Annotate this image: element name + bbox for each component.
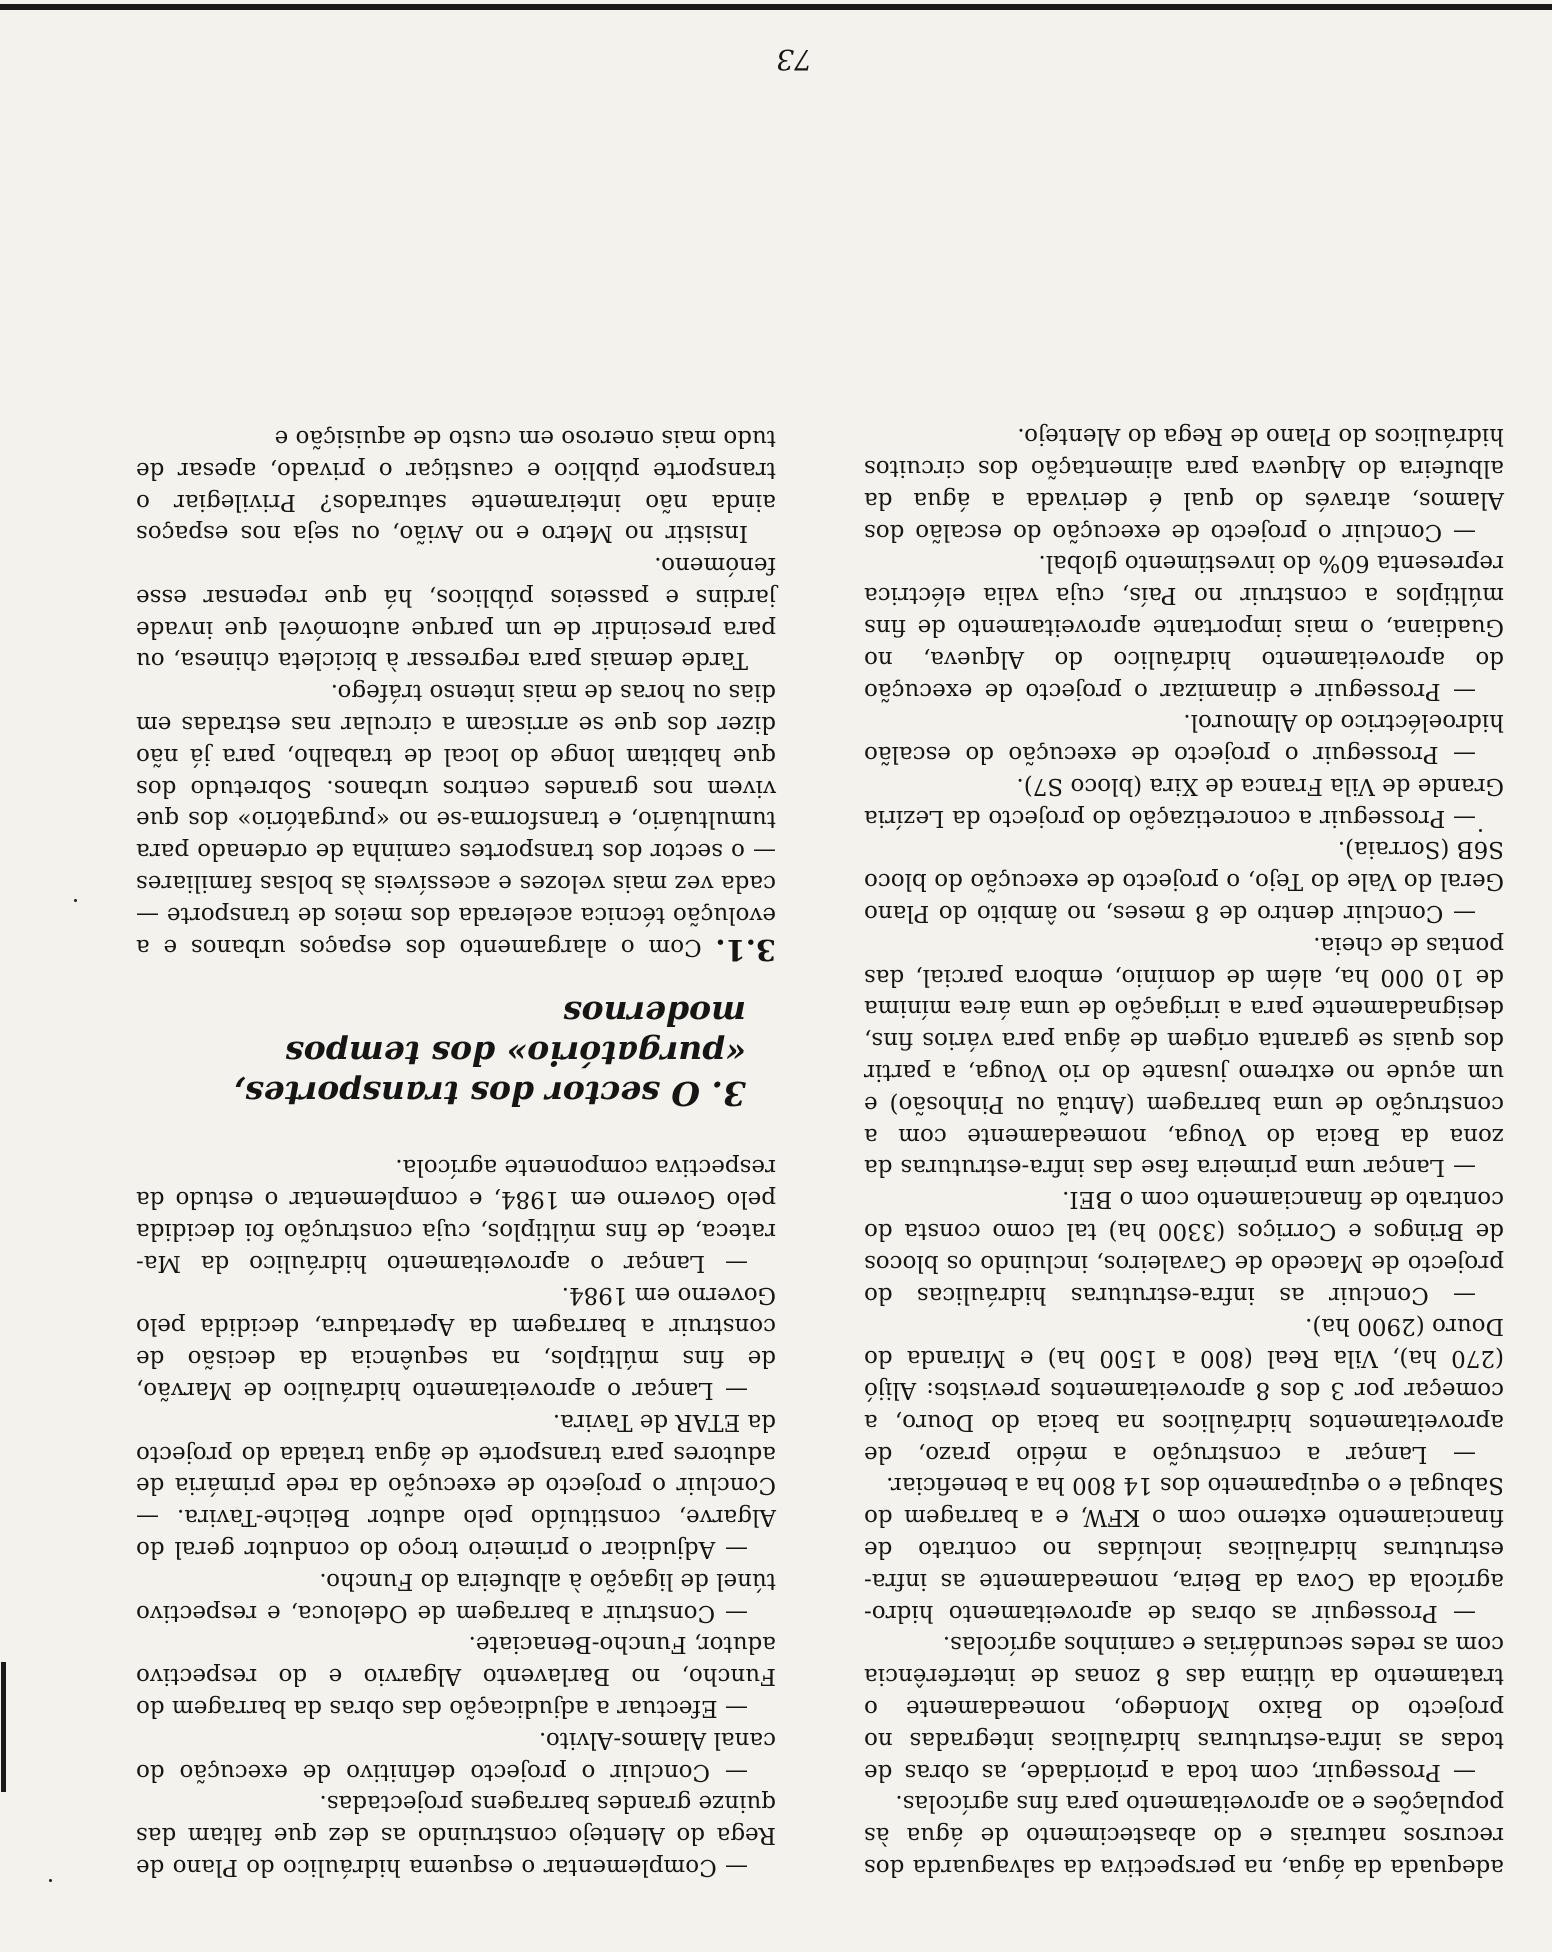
paragraph: — Prosseguir, com toda a prioridade, as obras de todas as infra-estruturas hidráulicas integradas no projecto do Baixo Mondego, nomeadamente o tratamento da última das 8 zonas de interferência com as redes secundárias e caminhos agrícolas. — [864, 1631, 1504, 1785]
paragraph: — Prosseguir e dinamizar o projecto de execução do aproveitamento hidráulico do Alqueva, no Guadiana, o mais importante aproveitamento de fins múltiplos a construir no País, cuja valia eléctrica representa 60% do investimento global. — [864, 550, 1504, 704]
paragraph: — Adjudicar o primeiro troço do condutor geral do Algarve, constituído pelo adutor Beliche-Tavira. — Concluir o projecto de execução da rede primária de adutores para transporte de água tratada do projecto da ETAR de Tavira. — [136, 1408, 776, 1563]
paragraph: adequada da água, na perspectiva da salvaguarda dos recursos naturais e do abastecimento de água às populações e ao aproveitamento para fins agrícolas. — [864, 1790, 1504, 1880]
paragraph: — Lançar a construção a médio prazo, de aproveitamentos hidráulicos na bacia do Douro, a começar por 3 dos 8 aproveitamentos previstos: Alijó (270 ha), Vila Real (800 a 1500 ha) e Miranda do Douro (2900 ha). — [864, 1313, 1504, 1467]
paragraph: Insistir no Metro e no Avião, ou seja nos espaços ainda não inteiramente saturados? Privilegiar o transporte público e caustiçar o privado, apesar de tudo mais oneroso em custo de aquisição e — [136, 424, 776, 547]
scan-edge-rule — [0, 4, 1552, 10]
paragraph: Tarde demais para regressar à bicicleta chinesa, ou para prescindir de um parque automóvel que invade jardins e passeios públicos, há que repensar esse fenómeno. — [136, 552, 776, 674]
paragraph: — Complementar o esquema hidráulico do Plano de Rega do Alentejo construindo as dez que faltam das quinze grandes barragens projectadas. — [136, 1790, 776, 1880]
scan-speck — [1479, 829, 1482, 832]
subsection-lead-paragraph — [136, 676, 776, 965]
paragraph-text: Com o alargamento dos espaços urbanos e a evolução técnica acelerada dos meios de transporte — cada vez mais velozes e acessíveis às bolsas familiares — o sector dos transportes caminha de ordenado para tumultuário, e transforma-se no «purgatório» dos que vivem nos grandes centros urbanos. Sobretudo dos que habitam longe do local de trabalho, para já não dizer dos que se arriscam a circular nas estradas em dias ou horas de mais intenso tráfego. — [135, 679, 776, 960]
scan-speck — [49, 1879, 52, 1882]
scan-speck — [74, 899, 77, 902]
section-title: 3. O sector dos transportes, «purgatório» dos tempos modernos — [233, 993, 746, 1113]
paragraph: — Concluir o projecto de execução do escalão dos Alamos, através do qual é derivada a água da albufeira do Alqueva para alimentação dos circuitos hidráulicos do Plano de Rega do Alentejo. — [864, 423, 1504, 545]
page-number: 73 — [776, 43, 812, 76]
paragraph: — Construir a barragem de Odelouca, e respectivo túnel de ligação à albufeira do Funcho. — [136, 1567, 776, 1626]
paragraph: — Prosseguir o projecto de execução do escalão hidroeléctrico do Almourol. — [864, 709, 1504, 768]
paragraph: — Lançar uma primeira fase das infra-estruturas da zona da Bacia do Vouga, nomeadamente com a construção de uma barragem (Antuã ou Pinhosão) e um açude no extremo jusante do rio Vouga, a partir dos quais se garanta origem de água para vários fins, designadamente para a irrigação de uma área mínima de 10 000 ha, além de domínio, embora parcial, das pontas de cheia. — [864, 931, 1504, 1181]
right-text-column — [136, 421, 776, 1882]
left-text-column — [864, 419, 1504, 1882]
scan-margin-mark — [1, 1662, 6, 1792]
paragraph: — Lançar o aproveitamento hidráulico de Marvão, de fins múltiplos, na sequência da decisão de construir a barragem da Apertadura, decidida pelo Governo em 1984. — [136, 1281, 776, 1404]
subsection-number: 3.1. — [715, 932, 776, 967]
paragraph: — Prosseguir as obras de aproveitamento hidro-agrícola da Cova da Beira, nomeadamente as infra-estruturas hidráulicas incluídas no contrato de financiamento externo com o KFW, e a barragem do Sabugal e o equipamento dos 14 800 ha a beneficiar. — [864, 1472, 1504, 1626]
paragraph: — Lançar o aproveitamento hidráulico da Ma-rateca, de fins múltiplos, cuja construção foi decidida pelo Governo em 1984, e complementar o estudo da respectiva componente agrícola. — [136, 1154, 776, 1276]
paragraph: — Efectuar a adjudicação das obras da barragem do Funcho, no Barlavento Algarvio e do respectivo adutor, Funcho-Benaciate. — [136, 1631, 776, 1722]
paragraph: — Concluir o projecto definitivo de execução do canal Alamos-Alvito. — [136, 1726, 776, 1785]
paragraph: — Concluir as infra-estruturas hidráulicas do projecto de Macedo de Cavaleiros, incluindo os blocos de Bringos e Corriços (3300 ha) tal como consta do contrato de financiamento com o BEI. — [864, 1186, 1504, 1308]
paragraph: — Concluir dentro de 8 meses, no âmbito do Plano Geral do Vale do Tejo, o projecto de execução do bloco S6B (Sorraia). — [864, 836, 1504, 927]
paragraph: — Prosseguir a concretização do projecto da Lezíria Grande de Vila Franca de Xira (bloco S7). — [864, 772, 1504, 831]
